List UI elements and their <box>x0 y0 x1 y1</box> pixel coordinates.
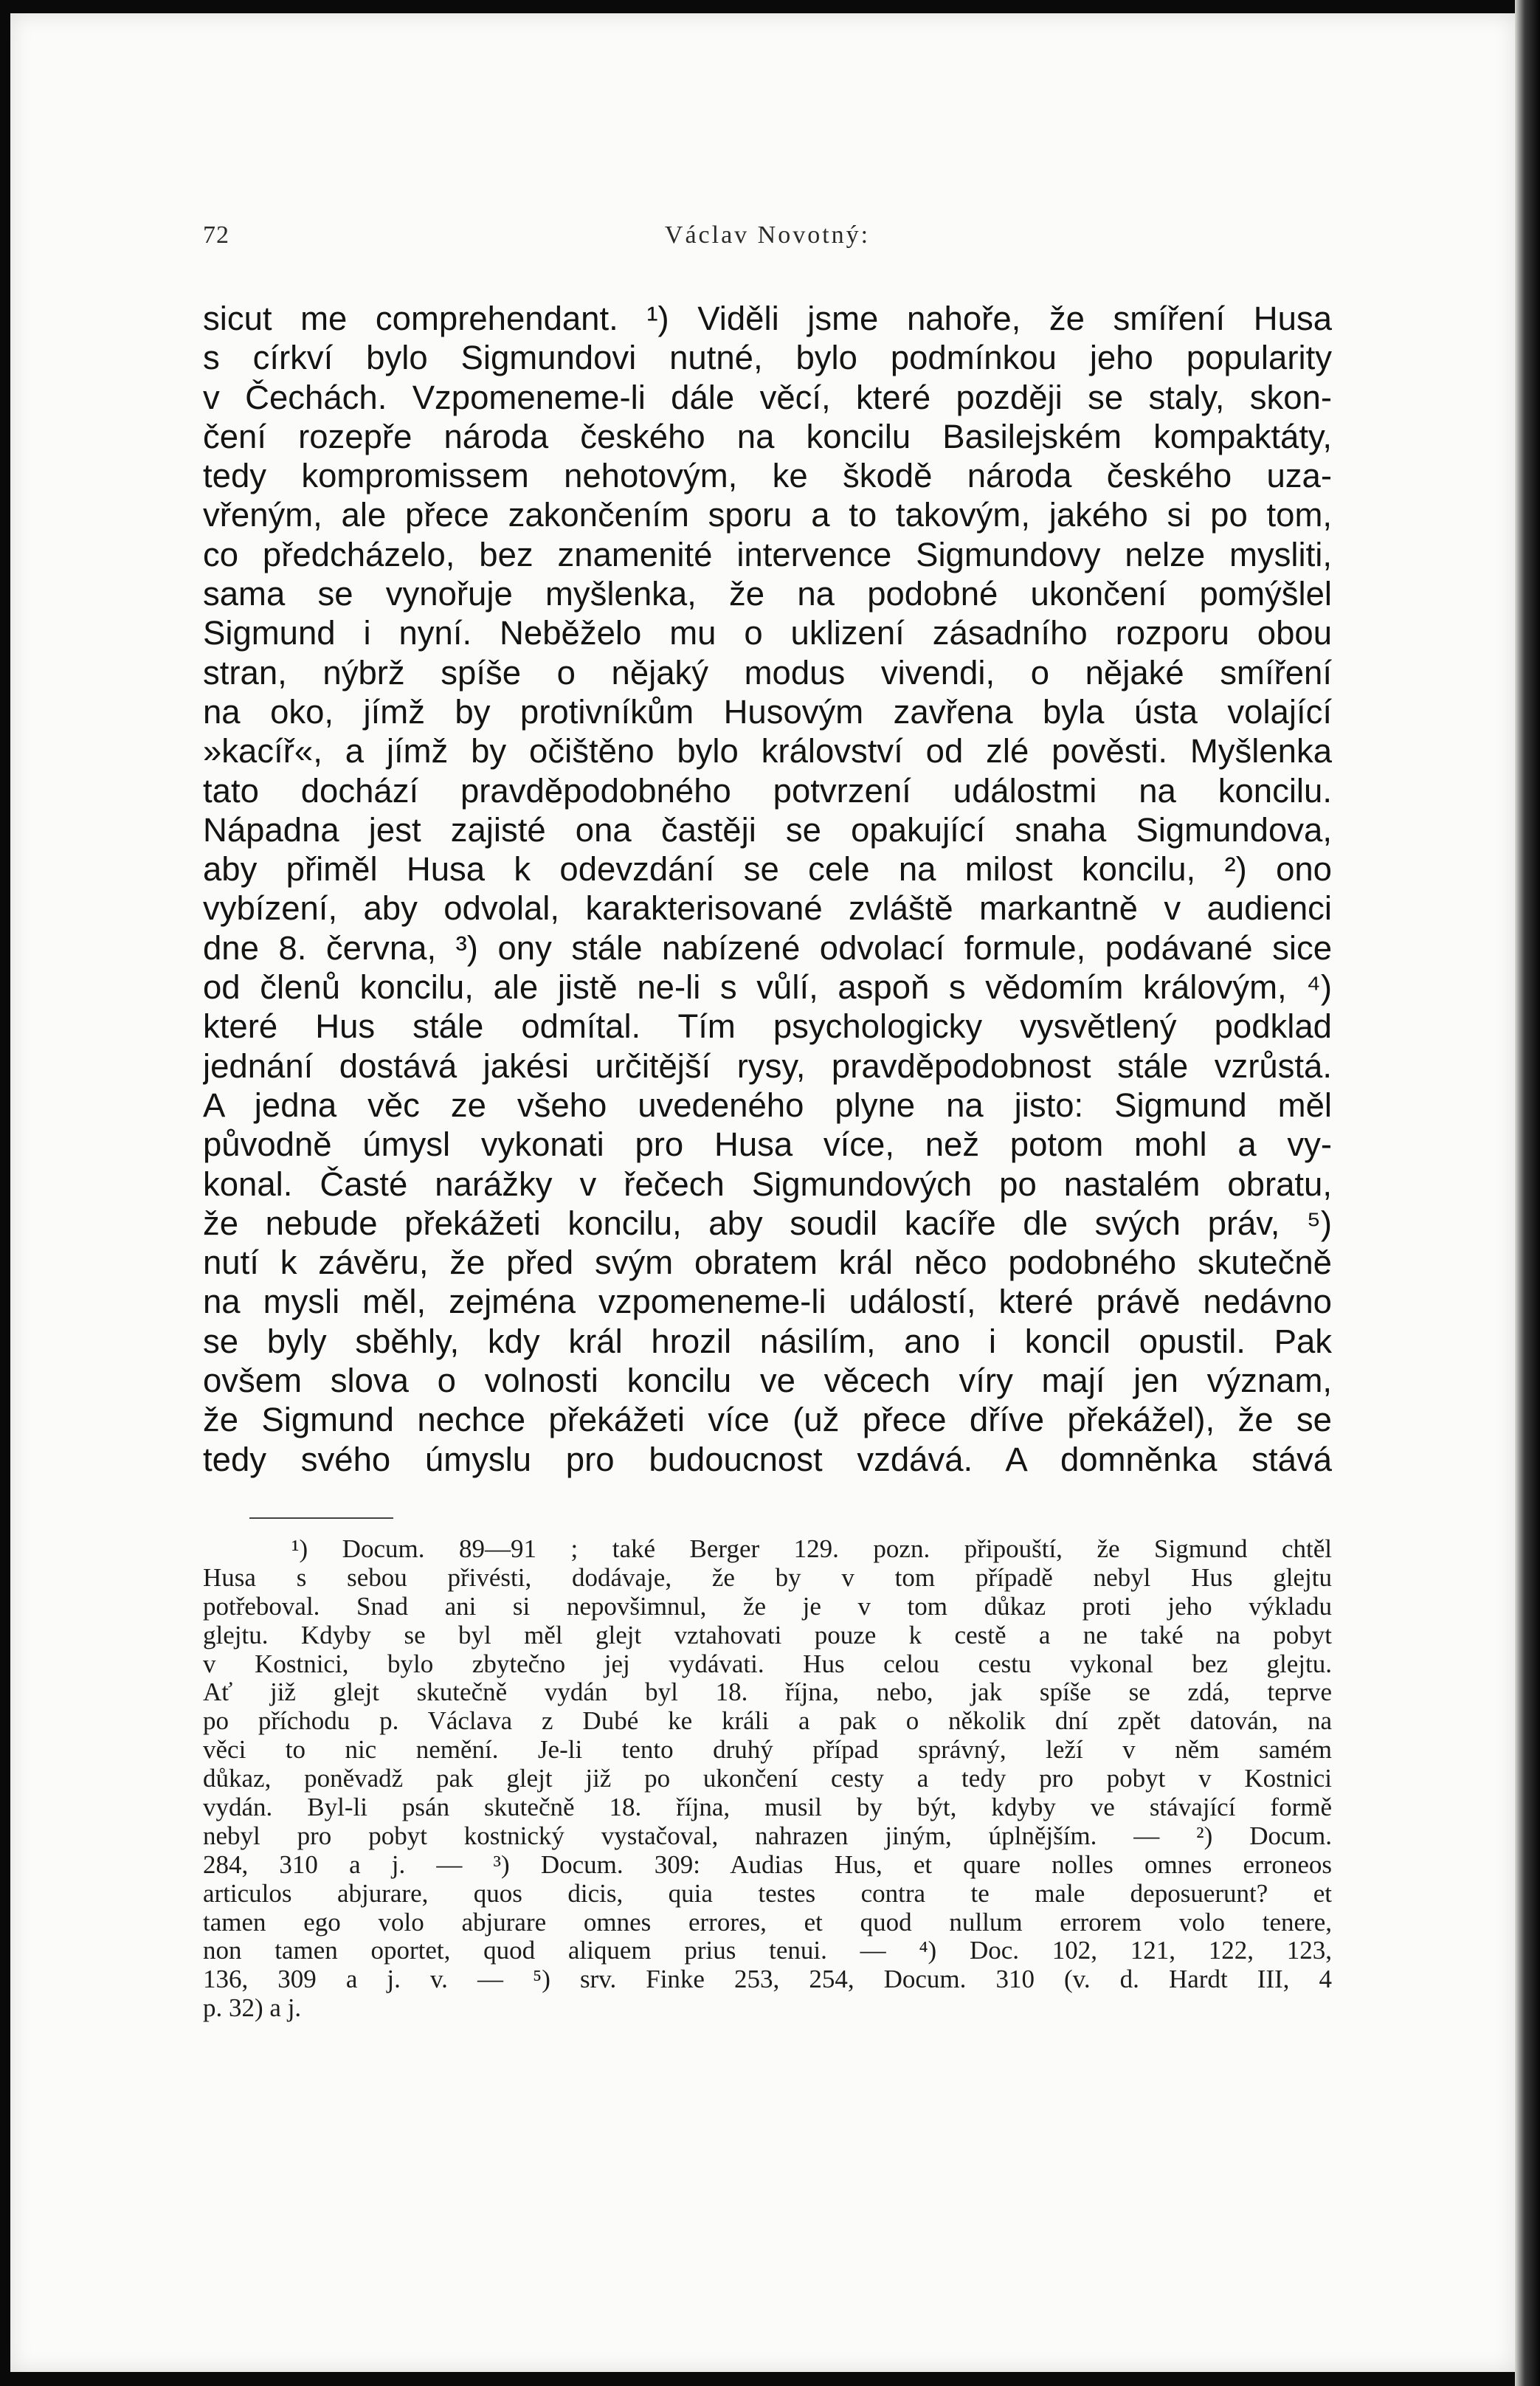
footnote-line: potřeboval. Snad ani si nepovšimnul, že je v tom důkaz proti jeho výkladu <box>203 1592 1332 1621</box>
text-line: ovšem slova o volnosti koncilu ve věcech víry mají jen význam, <box>203 1362 1332 1400</box>
text-line: na mysli měl, zejména vzpomeneme-li událostí, které právě nedávno <box>203 1283 1332 1321</box>
footnotes <box>203 1535 1332 2023</box>
text-line: »kacíř«, a jímž by očištěno bylo království od zlé pověsti. Myšlenka <box>203 732 1332 770</box>
footnote-line: articulos abjurare, quos dicis, quia testes contra te male deposuerunt? et <box>203 1879 1332 1908</box>
footnote-line: nebyl pro pobyt kostnický vystačoval, nahrazen jiným, úplnějším. — ²) Docum. <box>203 1821 1332 1850</box>
text-line: v Čechách. Vzpomeneme-li dále věcí, které později se staly, skon- <box>203 378 1332 416</box>
page-number: 72 <box>203 221 229 249</box>
text-line: s církví bylo Sigmundovi nutné, bylo podmínkou jeho popularity <box>203 339 1332 377</box>
running-head: Václav Novotný: <box>664 221 871 249</box>
text-line: A jedna věc ze všeho uvedeného plyne na jisto: Sigmund měl <box>203 1086 1332 1124</box>
text-line: dne 8. června, ³) ony stále nabízené odvolací formule, podávané sice <box>203 928 1332 967</box>
text-line: nutí k závěru, že před svým obratem král něco podobného skutečně <box>203 1244 1332 1282</box>
footnote-line: non tamen oportet, quod aliquem prius tenui. — ⁴) Doc. 102, 121, 122, 123, <box>203 1937 1332 1965</box>
text-line: které Hus stále odmítal. Tím psychologicky vysvětlený podklad <box>203 1007 1332 1046</box>
footnote-line: 136, 309 a j. v. — ⁵) srv. Finke 253, 254, Docum. 310 (v. d. Hardt III, 4 <box>203 1965 1332 1994</box>
main-text <box>203 299 1332 1479</box>
footnote-line: po příchodu p. Václava z Dubé ke králi a pak o několik dní zpět datován, na <box>203 1707 1332 1736</box>
text-line: tedy kompromissem nehotovým, ke škodě národa českého uza- <box>203 457 1332 495</box>
text-line: co předcházelo, bez znamenité intervence Sigmundovy nelze mysliti, <box>203 535 1332 573</box>
text-line: Nápadna jest zajisté ona častěji se opakující snaha Sigmundova, <box>203 810 1332 849</box>
text-line: konal. Časté narážky v řečech Sigmundových po nastalém obratu, <box>203 1165 1332 1203</box>
text-line: vřeným, ale přece zakončením sporu a to takovým, jakého si po tom, <box>203 496 1332 534</box>
text-line: původně úmysl vykonati pro Husa více, než potom mohl a vy- <box>203 1125 1332 1164</box>
text-line: že Sigmund nechce překážeti více (už přece dříve překážel), že se <box>203 1401 1332 1439</box>
text-line: vybízení, aby odvolal, karakterisované zvláště markantně v audienci <box>203 889 1332 928</box>
footnote-line: v Kostnici, bylo zbytečno jej vydávati. Hus celou cestu vykonal bez glejtu. <box>203 1649 1332 1678</box>
text-line: na oko, jímž by protivníkům Husovým zavřena byla ústa volající <box>203 692 1332 731</box>
footnote-line: glejtu. Kdyby se byl měl glejt vztahovati pouze k cestě a ne také na pobyt <box>203 1621 1332 1649</box>
footnote-line: tamen ego volo abjurare omnes errores, et quod nullum errorem volo tenere, <box>203 1908 1332 1937</box>
footnote-rule <box>249 1517 393 1519</box>
footnote-line: vydán. Byl-li psán skutečně 18. října, musil by být, kdyby ve stávající formě <box>203 1793 1332 1822</box>
text-line: že nebude překážeti koncilu, aby soudil kacíře dle svých práv, ⁵) <box>203 1204 1332 1242</box>
text-line: stran, nýbrž spíše o nějaký modus vivendi, o nějaké smíření <box>203 653 1332 692</box>
text-line: od členů koncilu, ale jistě ne-li s vůlí, aspoň s vědomím královým, ⁴) <box>203 968 1332 1007</box>
footnote-line: věci to nic nemění. Je-li tento druhý případ správný, leží v něm samém <box>203 1736 1332 1765</box>
page-header <box>203 221 1332 266</box>
footnote-line: důkaz, poněvadž pak glejt již po ukončení cesty a tedy pro pobyt v Kostnici <box>203 1765 1332 1793</box>
footnote-line: Ať již glejt skutečně vydán byl 18. října, nebo, jak spíše se zdá, teprve <box>203 1678 1332 1707</box>
footnote-line: p. 32) a j. <box>203 1994 302 2023</box>
text-line: tedy svého úmyslu pro budoucnost vzdává. A domněnka stává <box>203 1440 1332 1478</box>
footnote-line: ¹) Docum. 89—91 ; také Berger 129. pozn. připouští, že Sigmund chtěl <box>291 1535 1332 1563</box>
text-line: tato dochází pravděpodobného potvrzení událostmi na koncilu. <box>203 771 1332 810</box>
footnote-line: Husa s sebou přivésti, dodávaje, že by v tom případě nebyl Hus glejtu <box>203 1563 1332 1592</box>
text-line: Sigmund i nyní. Neběželo mu o uklizení zásadního rozporu obou <box>203 614 1332 652</box>
text-line: se byly sběhly, kdy král hrozil násilím, ano i koncil opustil. Pak <box>203 1322 1332 1360</box>
text-line: sicut me comprehendant. ¹) Viděli jsme nahoře, že smíření Husa <box>203 300 1332 337</box>
text-line: čení rozepře národa českého na koncilu Basilejském kompaktáty, <box>203 417 1332 455</box>
text-line: aby přiměl Husa k odevzdání se cele na milost koncilu, ²) ono <box>203 850 1332 889</box>
footnote-line: 284, 310 a j. — ³) Docum. 309: Audias Hus, et quare nolles omnes erroneos <box>203 1850 1332 1879</box>
text-line: jednání dostává jakési určitější rysy, pravděpodobnost stále vzrůstá. <box>203 1047 1332 1085</box>
text-line: sama se vynořuje myšlenka, že na podobné ukončení pomýšlel <box>203 575 1332 613</box>
binding-shadow <box>1515 0 1540 2386</box>
